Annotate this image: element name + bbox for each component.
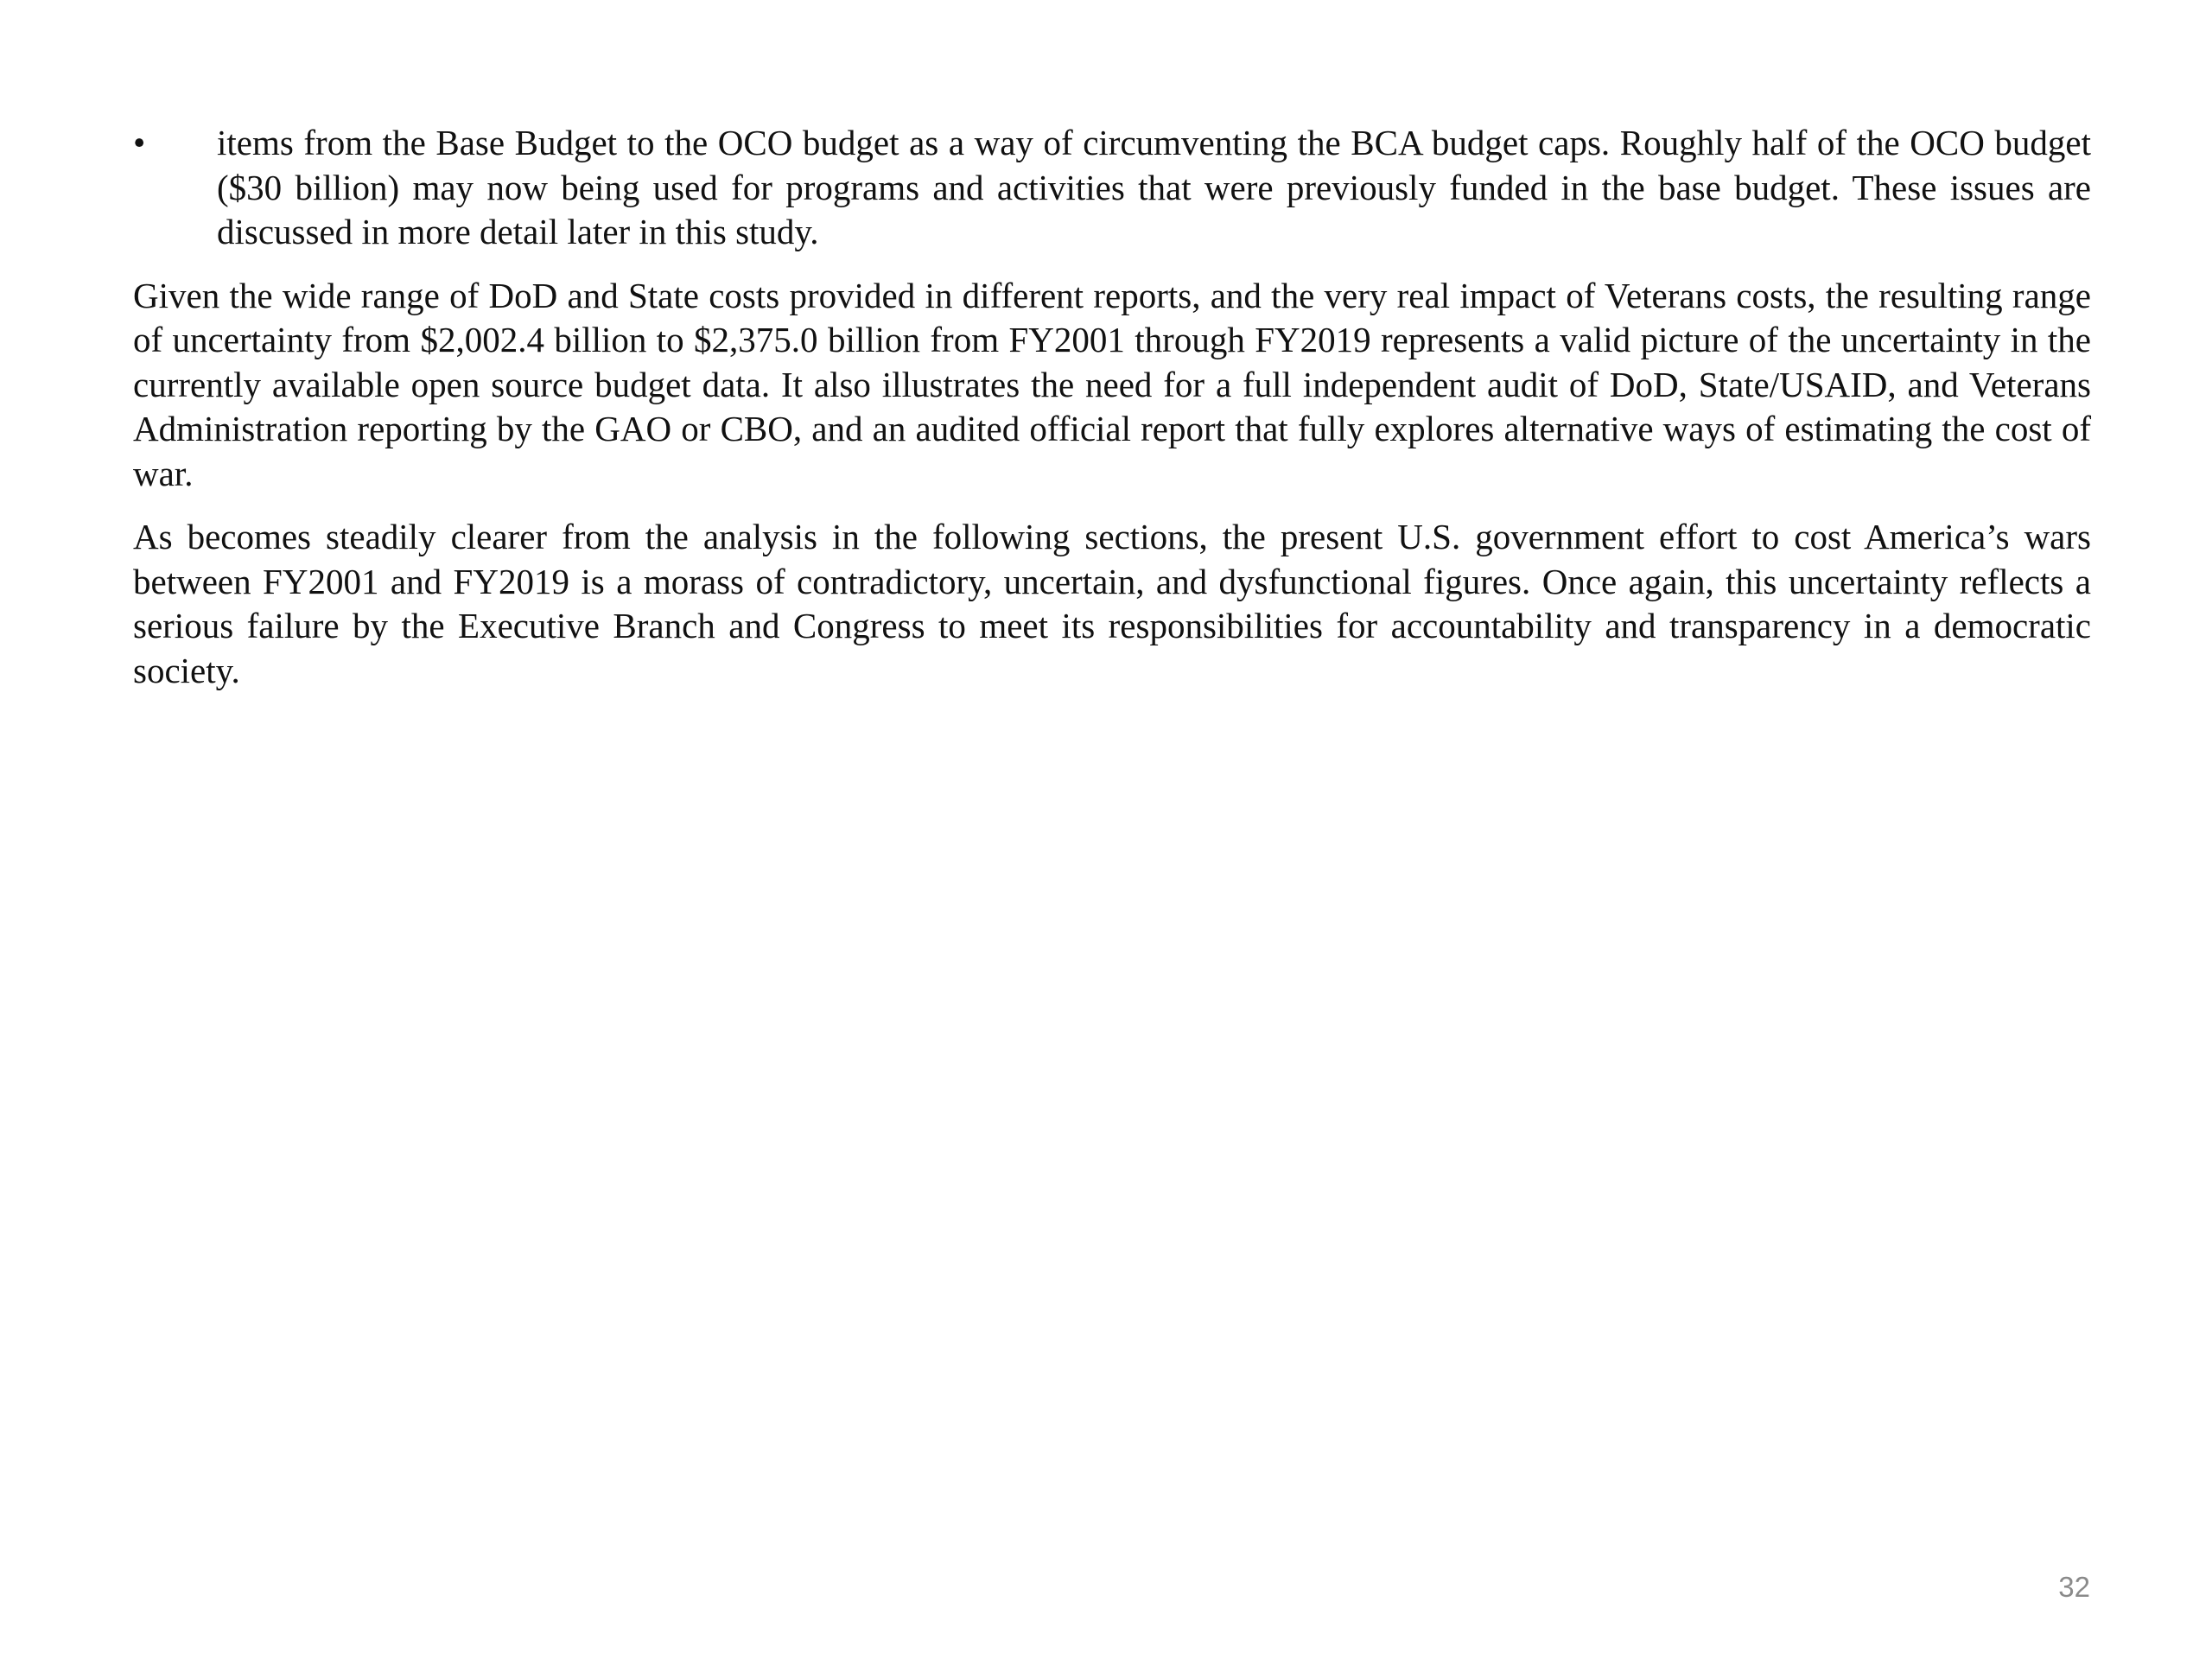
page-number: 32: [2058, 1571, 2090, 1603]
paragraph-uncertainty-range: Given the wide range of DoD and State costs provided in different reports, and the very real impact of Veterans costs, the resulting range of uncertainty from $2,002.4 billion to $2,375.0 billion from FY2001 through FY2019 represents a valid picture of the uncertainty in the currently available open source budget data. It also illustrates the need for a full independent audit of DoD, State/USAID, and Veterans Administration reporting by the GAO or CBO, and an audited official report that fully explores alternative ways of estimating the cost of war.: [133, 275, 2091, 493]
bullet-icon: •: [133, 123, 146, 162]
document-body: [133, 121, 2091, 712]
paragraph-accountability: As becomes steadily clearer from the analysis in the following sections, the present U.S. government effort to cost America’s wars between FY2001 and FY2019 is a morass of contradictory, uncertain, and dysfunctional figures. Once again, this uncertainty reflects a serious failure by the Executive Branch and Congress to meet its responsibilities for accountability and transparency in a democratic society.: [133, 517, 2091, 690]
bullet-item: [133, 121, 2091, 255]
bullet-item-text: items from the Base Budget to the OCO budget as a way of circumventing the BCA budget caps. Roughly half of the OCO budget ($30 billion) may now being used for programs and activities that were previously funded in the base budget. These issues are discussed in more detail later in this study.: [217, 123, 2091, 251]
